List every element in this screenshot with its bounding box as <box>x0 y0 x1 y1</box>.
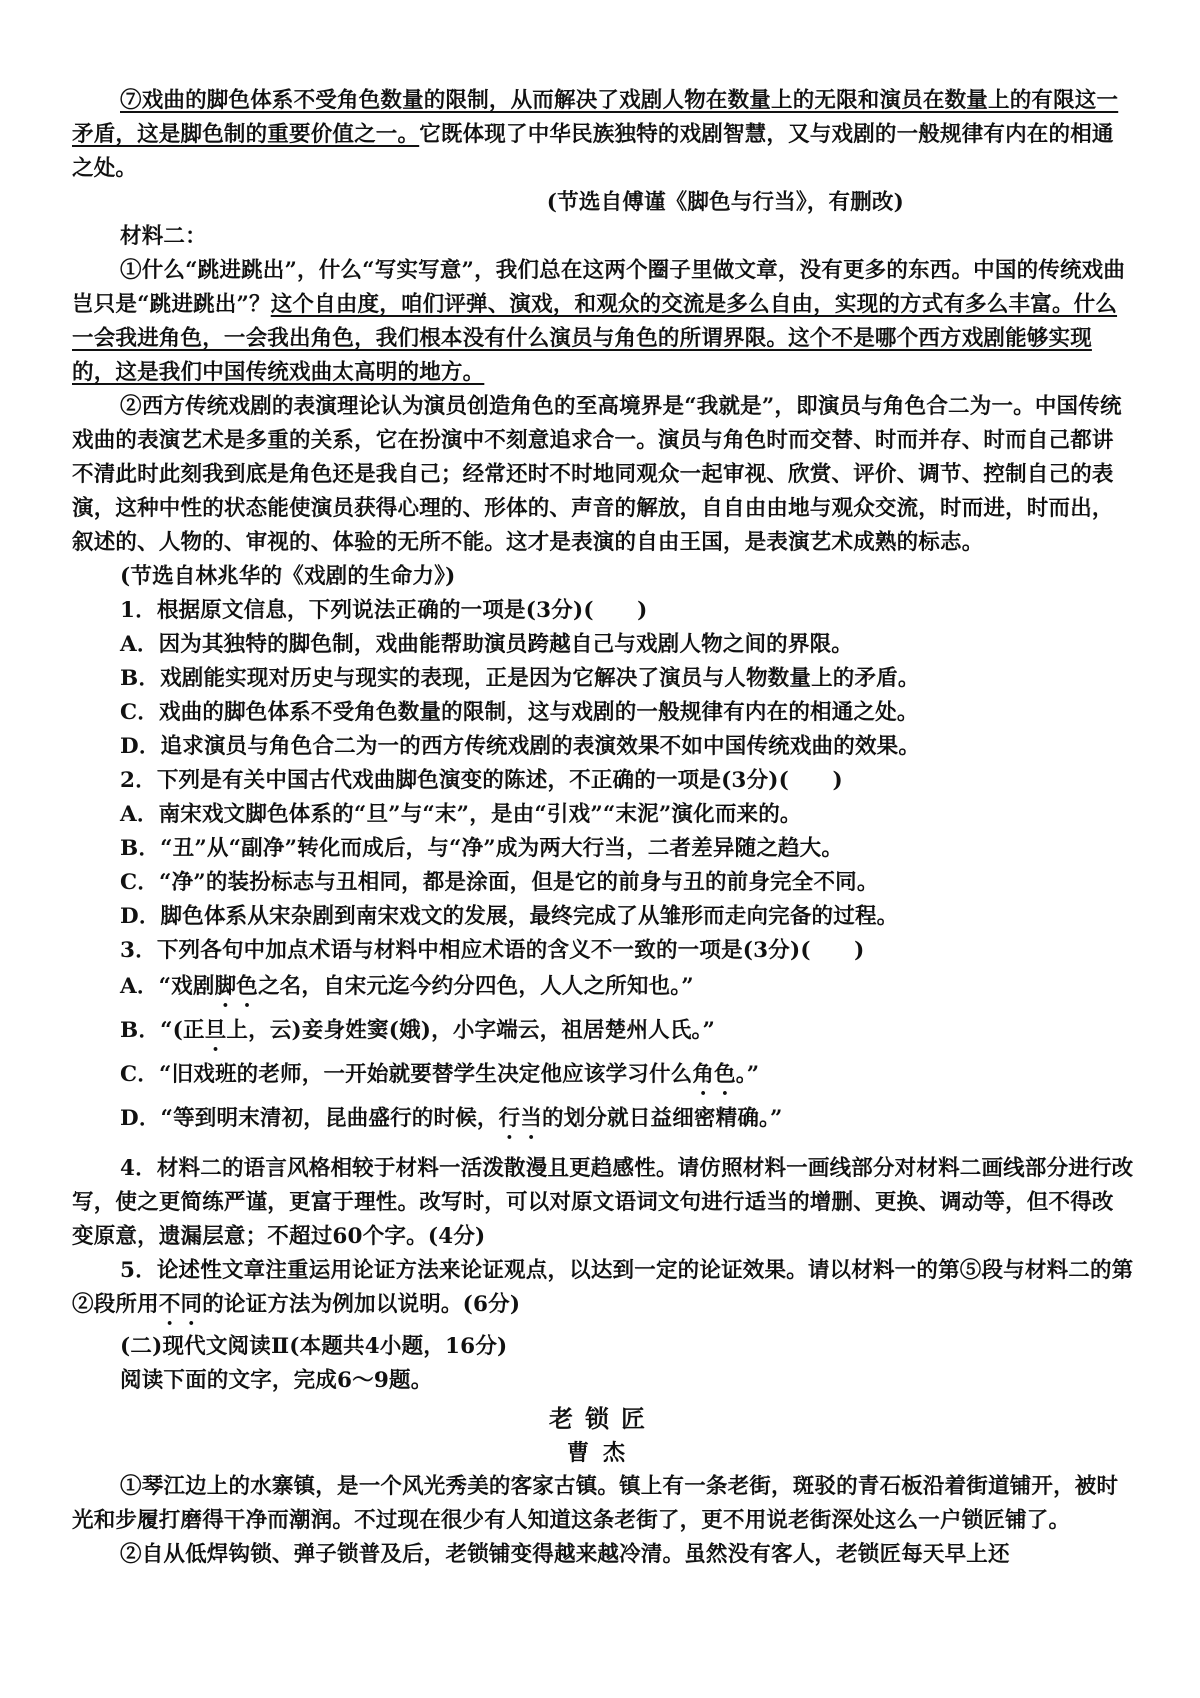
paragraph-text: 它既体现了中华民族独特的戏剧智慧，又与戏剧的一般规律有内在的相通之处。 <box>72 122 1114 181</box>
section-2-instruction: 阅读下面的文字，完成6～9题。 <box>120 1368 433 1393</box>
dotted-term: 旦 <box>204 1018 227 1043</box>
question-1-stem: 1．根据原文信息，下列说法正确的一项是(3分)( ) <box>120 598 648 623</box>
question-text: 5．论述性文章注重运用论证方法来论证观点，以达到一定的论证效果。请以材料一的第⑤段与材料二的第②段所用 <box>72 1258 1134 1317</box>
underlined-passage: 这个自由度，咱们评弹、演戏，和观众的交流是多么自由，实现的方式有多么丰富。什么一会我进角色，一会我出角色，我们根本没有什么演员与角色的所谓界限。这个不是哪个西方戏剧能够实现的，这是我们中国传统戏曲太高明的地方。 <box>72 292 1118 385</box>
dotted-term: 脚色 <box>214 974 258 999</box>
paragraph-7 <box>72 84 1134 186</box>
option-text: C．“旧戏班的老师，一开始就要替学生决定他应该学习什么 <box>120 1062 693 1087</box>
material2-heading: 材料二： <box>120 224 207 249</box>
document-page <box>72 84 1134 1572</box>
option-text: 。” <box>735 1062 760 1087</box>
question-4: 4．材料二的语言风格相较于材料一活泼散漫且更趋感性。请仿照材料一画线部分对材料二画线部分进行改写，使之更简练严谨，更富于理性。改写时，可以对原文语词文句进行适当的增删、更换、调动等，但不得改变原意，遗漏层意；不超过60个字。(4分) <box>72 1156 1134 1249</box>
source-citation-2: (节选自林兆华的《戏剧的生命力》) <box>120 564 456 589</box>
question-1-option-d: D．追求演员与角色合二为一的西方传统戏剧的表演效果不如中国传统戏曲的效果。 <box>120 734 921 759</box>
question-3-option-a <box>72 968 1134 1012</box>
question-2-option-b: B．“丑”从“副净”转化而成后，与“净”成为两大行当，二者差异随之趋大。 <box>120 836 844 861</box>
question-2-option-a: A．南宋戏文脚色体系的“旦”与“末”，是由“引戏”“末泥”演化而来的。 <box>120 802 802 827</box>
section-2-heading: (二)现代文阅读Ⅱ(本题共4小题，16分) <box>120 1334 508 1359</box>
material2-paragraph-1 <box>72 254 1134 390</box>
question-1-option-b: B．戏剧能实现对历史与现实的表现，正是因为它解决了演员与人物数量上的矛盾。 <box>120 666 920 691</box>
option-text: 的划分就日益细密精确。” <box>542 1106 783 1131</box>
story-paragraph-2: ②自从低焊钩锁、弹子锁普及后，老锁铺变得越来越冷清。虽然没有客人，老锁匠每天早上还 <box>120 1542 1010 1567</box>
underlined-passage: ⑦戏曲的脚色体系不受角色数量的限制，从而解决了戏剧人物在数量上的无限和演员在数量上的有限这一矛盾，这是脚色制的重要价值之一。 <box>72 88 1119 147</box>
paragraph-text: ①什么“跳进跳出”，什么“写实写意”，我们总在这两个圈子里做文章，没有更多的东西。中国的传统戏曲岂只是“跳进跳出”？ <box>72 258 1126 317</box>
question-3-option-d <box>72 1100 1134 1144</box>
material2-paragraph-2: ②西方传统戏剧的表演理论认为演员创造角色的至高境界是“我就是”，即演员与角色合二为一。中国传统戏曲的表演艺术是多重的关系，它在扮演中不刻意追求合一。演员与角色时而交替、时而并存、时而自己都讲不清此时此刻我到底是角色还是我自己；经常还时不时地同观众一起审视、欣赏、评价、调节、控制自己的表演，这种中性的状态能使演员获得心理的、形体的、声音的解放，自自由由地与观众交流，时而进，时而出，叙述的、人物的、审视的、体验的无所不能。这才是表演的自由王国，是表演艺术成熟的标志。 <box>72 394 1122 555</box>
question-2-option-c: C．“净”的装扮标志与丑相同，都是涂面，但是它的前身与丑的前身完全不同。 <box>120 870 879 895</box>
question-5 <box>72 1254 1134 1330</box>
story-paragraph-1: ①琴江边上的水寨镇，是一个风光秀美的客家古镇。镇上有一条老街，斑驳的青石板沿着街道铺开，被时光和步履打磨得干净而潮润。不过现在很少有人知道这条老街了，更不用说老街深处这么一户锁匠铺了。 <box>72 1474 1119 1533</box>
question-3-option-c <box>72 1056 1134 1100</box>
option-text: A．“戏剧 <box>120 974 215 999</box>
question-1-option-a: A．因为其独特的脚色制，戏曲能帮助演员跨越自己与戏剧人物之间的界限。 <box>120 632 853 657</box>
question-text: 的论证方法为例加以说明。(6分) <box>202 1292 521 1317</box>
source-citation-1: (节选自傅谨《脚色与行当》，有删改) <box>546 190 904 215</box>
question-2-stem: 2．下列是有关中国古代戏曲脚色演变的陈述，不正确的一项是(3分)( ) <box>120 768 843 793</box>
story-title: 老锁匠 <box>549 1404 657 1433</box>
question-3-stem: 3．下列各句中加点术语与材料中相应术语的含义不一致的一项是(3分)( ) <box>120 938 865 963</box>
question-1-option-c: C．戏曲的脚色体系不受角色数量的限制，这与戏剧的一般规律有内在的相通之处。 <box>120 700 919 725</box>
question-2-option-d: D．脚色体系从宋杂剧到南宋戏文的发展，最终完成了从雏形而走向完备的过程。 <box>120 904 899 929</box>
dotted-term: 行当 <box>498 1106 543 1131</box>
dotted-term: 不同 <box>158 1292 203 1317</box>
option-text: 之名，自宋元迄今约分四色，人人之所知也。” <box>257 974 694 999</box>
question-3-option-b <box>72 1012 1134 1056</box>
dotted-term: 角色 <box>692 1062 736 1087</box>
option-text: B．“(正 <box>120 1018 205 1043</box>
story-author: 曹杰 <box>566 1440 639 1466</box>
option-text: D．“等到明末清初，昆曲盛行的时候， <box>120 1106 499 1131</box>
option-text: 上，云)妾身姓窦(娥)，小字端云，祖居楚州人氏。” <box>226 1018 716 1043</box>
